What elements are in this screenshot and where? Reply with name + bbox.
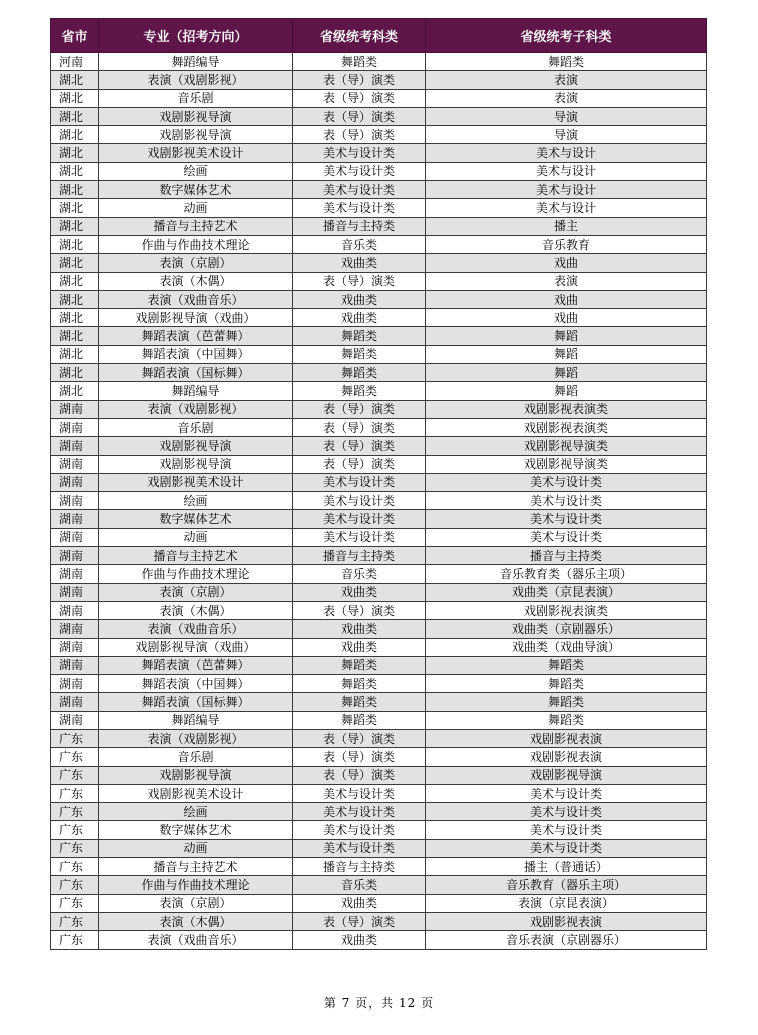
cell-exam-subcategory: 美术与设计类 [426, 492, 707, 510]
cell-province: 湖南 [51, 492, 99, 510]
cell-exam-category: 戏曲类 [293, 309, 426, 327]
cell-exam-subcategory: 舞蹈 [426, 327, 707, 345]
table-row [51, 254, 707, 272]
cell-exam-category: 音乐类 [293, 876, 426, 894]
cell-province: 广东 [51, 784, 99, 802]
cell-major: 作曲与作曲技术理论 [99, 235, 293, 253]
cell-province: 湖南 [51, 711, 99, 729]
cell-province: 湖南 [51, 693, 99, 711]
cell-exam-subcategory: 戏曲类（戏曲导演） [426, 638, 707, 656]
cell-exam-subcategory: 音乐教育类（器乐主项） [426, 565, 707, 583]
cell-major: 动画 [99, 199, 293, 217]
cell-exam-subcategory: 戏剧影视导演类 [426, 455, 707, 473]
cell-province: 湖北 [51, 309, 99, 327]
table-row [51, 620, 707, 638]
cell-major: 动画 [99, 839, 293, 857]
cell-exam-category: 舞蹈类 [293, 382, 426, 400]
cell-major: 绘画 [99, 162, 293, 180]
cell-major: 绘画 [99, 492, 293, 510]
cell-major: 播音与主持艺术 [99, 217, 293, 235]
cell-exam-category: 舞蹈类 [293, 345, 426, 363]
table-row [51, 144, 707, 162]
cell-major: 表演（戏剧影视） [99, 729, 293, 747]
table-row [51, 912, 707, 930]
cell-exam-subcategory: 表演 [426, 71, 707, 89]
cell-exam-category: 戏曲类 [293, 894, 426, 912]
cell-exam-subcategory: 戏曲 [426, 254, 707, 272]
cell-exam-category: 舞蹈类 [293, 656, 426, 674]
table-row [51, 290, 707, 308]
cell-exam-subcategory: 戏曲类（京剧器乐） [426, 620, 707, 638]
table-body [51, 53, 707, 950]
cell-major: 戏剧影视导演 [99, 107, 293, 125]
cell-province: 湖南 [51, 510, 99, 528]
cell-province: 湖南 [51, 547, 99, 565]
cell-province: 湖南 [51, 400, 99, 418]
cell-exam-category: 表（导）演类 [293, 418, 426, 436]
cell-exam-subcategory: 美术与设计类 [426, 473, 707, 491]
cell-major: 数字媒体艺术 [99, 181, 293, 199]
cell-exam-category: 舞蹈类 [293, 364, 426, 382]
table-row [51, 638, 707, 656]
cell-major: 音乐剧 [99, 748, 293, 766]
cell-province: 湖南 [51, 675, 99, 693]
table-row [51, 199, 707, 217]
cell-major: 舞蹈表演（国标舞） [99, 693, 293, 711]
cell-exam-subcategory: 戏剧影视表演 [426, 729, 707, 747]
cell-exam-subcategory: 美术与设计 [426, 199, 707, 217]
cell-exam-subcategory: 美术与设计 [426, 181, 707, 199]
cell-exam-subcategory: 播音与主持类 [426, 547, 707, 565]
cell-province: 广东 [51, 912, 99, 930]
table-row [51, 784, 707, 802]
table-row [51, 839, 707, 857]
cell-province: 湖南 [51, 565, 99, 583]
cell-exam-category: 美术与设计类 [293, 821, 426, 839]
cell-exam-category: 美术与设计类 [293, 784, 426, 802]
cell-exam-subcategory: 舞蹈类 [426, 711, 707, 729]
cell-province: 湖南 [51, 601, 99, 619]
cell-exam-category: 美术与设计类 [293, 510, 426, 528]
table-row [51, 601, 707, 619]
cell-major: 表演（戏曲音乐） [99, 620, 293, 638]
table-row [51, 748, 707, 766]
cell-exam-category: 表（导）演类 [293, 766, 426, 784]
table-row [51, 492, 707, 510]
cell-exam-subcategory: 导演 [426, 107, 707, 125]
cell-province: 湖南 [51, 528, 99, 546]
table-header-row [51, 19, 707, 53]
cell-exam-category: 舞蹈类 [293, 53, 426, 71]
cell-exam-subcategory: 美术与设计类 [426, 784, 707, 802]
cell-province: 湖北 [51, 345, 99, 363]
cell-exam-subcategory: 导演 [426, 126, 707, 144]
table-row [51, 876, 707, 894]
page-number: 第 7 页，共 12 页 [323, 996, 435, 1010]
cell-province: 湖北 [51, 181, 99, 199]
cell-exam-category: 美术与设计类 [293, 839, 426, 857]
table-row [51, 364, 707, 382]
table-row [51, 656, 707, 674]
cell-major: 播音与主持艺术 [99, 547, 293, 565]
cell-exam-subcategory: 播主（普通话） [426, 858, 707, 876]
cell-exam-subcategory: 舞蹈类 [426, 675, 707, 693]
cell-exam-subcategory: 戏曲类（京昆表演） [426, 583, 707, 601]
table-row [51, 107, 707, 125]
cell-major: 动画 [99, 528, 293, 546]
cell-exam-subcategory: 戏剧影视表演 [426, 748, 707, 766]
cell-major: 戏剧影视美术设计 [99, 144, 293, 162]
table-row [51, 675, 707, 693]
cell-major: 戏剧影视美术设计 [99, 784, 293, 802]
cell-exam-subcategory: 美术与设计类 [426, 839, 707, 857]
cell-exam-subcategory: 音乐教育 [426, 235, 707, 253]
cell-exam-subcategory: 戏剧影视表演 [426, 912, 707, 930]
cell-major: 戏剧影视导演 [99, 126, 293, 144]
cell-major: 表演（木偶） [99, 272, 293, 290]
header-exam-subcategory: 省级统考子科类 [426, 19, 707, 53]
cell-exam-subcategory: 播主 [426, 217, 707, 235]
cell-province: 河南 [51, 53, 99, 71]
cell-major: 表演（木偶） [99, 601, 293, 619]
cell-exam-category: 戏曲类 [293, 620, 426, 638]
table-row [51, 345, 707, 363]
cell-province: 湖北 [51, 71, 99, 89]
cell-exam-category: 美术与设计类 [293, 492, 426, 510]
cell-major: 舞蹈表演（芭蕾舞） [99, 327, 293, 345]
cell-major: 戏剧影视美术设计 [99, 473, 293, 491]
table-row [51, 309, 707, 327]
cell-major: 戏剧影视导演 [99, 437, 293, 455]
table-row [51, 473, 707, 491]
cell-major: 作曲与作曲技术理论 [99, 565, 293, 583]
cell-province: 湖北 [51, 162, 99, 180]
cell-exam-category: 播音与主持类 [293, 217, 426, 235]
table-row [51, 510, 707, 528]
table-row [51, 821, 707, 839]
table-row [51, 217, 707, 235]
header-province: 省市 [51, 19, 99, 53]
cell-province: 广东 [51, 876, 99, 894]
cell-major: 音乐剧 [99, 89, 293, 107]
cell-major: 数字媒体艺术 [99, 510, 293, 528]
cell-exam-subcategory: 戏曲 [426, 309, 707, 327]
cell-exam-category: 表（导）演类 [293, 89, 426, 107]
cell-province: 湖北 [51, 89, 99, 107]
cell-exam-category: 表（导）演类 [293, 107, 426, 125]
table-row [51, 126, 707, 144]
cell-province: 湖北 [51, 235, 99, 253]
table-row [51, 565, 707, 583]
cell-exam-category: 播音与主持类 [293, 547, 426, 565]
cell-province: 广东 [51, 803, 99, 821]
cell-exam-subcategory: 表演 [426, 272, 707, 290]
cell-major: 表演（京剧） [99, 894, 293, 912]
cell-exam-category: 音乐类 [293, 235, 426, 253]
cell-exam-category: 美术与设计类 [293, 803, 426, 821]
cell-major: 音乐剧 [99, 418, 293, 436]
table-row [51, 766, 707, 784]
cell-exam-category: 表（导）演类 [293, 400, 426, 418]
cell-exam-category: 表（导）演类 [293, 601, 426, 619]
cell-province: 湖南 [51, 638, 99, 656]
cell-exam-category: 戏曲类 [293, 254, 426, 272]
cell-exam-subcategory: 舞蹈 [426, 364, 707, 382]
cell-province: 湖南 [51, 437, 99, 455]
cell-province: 湖北 [51, 364, 99, 382]
cell-major: 表演（戏曲音乐） [99, 931, 293, 949]
header-major: 专业（招考方向） [99, 19, 293, 53]
table-row [51, 583, 707, 601]
cell-exam-subcategory: 舞蹈类 [426, 693, 707, 711]
cell-exam-subcategory: 舞蹈类 [426, 53, 707, 71]
cell-exam-category: 舞蹈类 [293, 675, 426, 693]
cell-exam-category: 表（导）演类 [293, 272, 426, 290]
cell-province: 湖南 [51, 583, 99, 601]
cell-province: 湖北 [51, 199, 99, 217]
cell-major: 戏剧影视导演（戏曲） [99, 309, 293, 327]
table-row [51, 894, 707, 912]
cell-province: 广东 [51, 858, 99, 876]
cell-exam-category: 戏曲类 [293, 931, 426, 949]
cell-province: 广东 [51, 821, 99, 839]
cell-province: 湖南 [51, 620, 99, 638]
cell-exam-category: 舞蹈类 [293, 711, 426, 729]
cell-exam-subcategory: 表演（京昆表演） [426, 894, 707, 912]
cell-province: 广东 [51, 839, 99, 857]
cell-province: 湖北 [51, 144, 99, 162]
admission-table [50, 18, 707, 950]
cell-exam-category: 表（导）演类 [293, 126, 426, 144]
cell-province: 湖南 [51, 656, 99, 674]
cell-province: 湖北 [51, 107, 99, 125]
cell-exam-subcategory: 戏曲 [426, 290, 707, 308]
cell-exam-subcategory: 美术与设计 [426, 162, 707, 180]
cell-exam-category: 舞蹈类 [293, 693, 426, 711]
cell-exam-subcategory: 表演 [426, 89, 707, 107]
table-row [51, 803, 707, 821]
cell-major: 舞蹈表演（芭蕾舞） [99, 656, 293, 674]
cell-exam-category: 表（导）演类 [293, 748, 426, 766]
cell-province: 湖南 [51, 473, 99, 491]
cell-province: 湖南 [51, 418, 99, 436]
table-row [51, 455, 707, 473]
cell-exam-category: 表（导）演类 [293, 729, 426, 747]
cell-major: 戏剧影视导演 [99, 455, 293, 473]
table-row [51, 729, 707, 747]
cell-major: 播音与主持艺术 [99, 858, 293, 876]
cell-province: 广东 [51, 894, 99, 912]
cell-exam-subcategory: 戏剧影视表演类 [426, 601, 707, 619]
cell-province: 湖北 [51, 327, 99, 345]
cell-major: 表演（戏剧影视） [99, 400, 293, 418]
cell-major: 舞蹈表演（国标舞） [99, 364, 293, 382]
cell-exam-category: 美术与设计类 [293, 144, 426, 162]
cell-exam-subcategory: 音乐表演（京剧器乐） [426, 931, 707, 949]
cell-major: 绘画 [99, 803, 293, 821]
cell-province: 湖北 [51, 272, 99, 290]
table-row [51, 89, 707, 107]
cell-major: 舞蹈编导 [99, 711, 293, 729]
cell-exam-subcategory: 美术与设计类 [426, 510, 707, 528]
table-row [51, 931, 707, 949]
cell-province: 湖北 [51, 290, 99, 308]
cell-exam-subcategory: 戏剧影视导演 [426, 766, 707, 784]
cell-exam-category: 音乐类 [293, 565, 426, 583]
table-row [51, 162, 707, 180]
cell-exam-subcategory: 戏剧影视表演类 [426, 418, 707, 436]
table-row [51, 547, 707, 565]
table-row [51, 235, 707, 253]
cell-exam-subcategory: 美术与设计类 [426, 528, 707, 546]
cell-major: 表演（戏剧影视） [99, 71, 293, 89]
cell-exam-category: 舞蹈类 [293, 327, 426, 345]
table-row [51, 418, 707, 436]
table-row [51, 400, 707, 418]
cell-exam-category: 表（导）演类 [293, 912, 426, 930]
cell-major: 舞蹈编导 [99, 53, 293, 71]
cell-major: 戏剧影视导演 [99, 766, 293, 784]
cell-exam-subcategory: 舞蹈 [426, 345, 707, 363]
cell-province: 广东 [51, 729, 99, 747]
table-row [51, 711, 707, 729]
cell-province: 湖北 [51, 126, 99, 144]
cell-province: 湖北 [51, 254, 99, 272]
table-row [51, 71, 707, 89]
cell-province: 湖北 [51, 382, 99, 400]
cell-exam-category: 美术与设计类 [293, 162, 426, 180]
cell-major: 表演（京剧） [99, 583, 293, 601]
cell-exam-category: 戏曲类 [293, 638, 426, 656]
cell-major: 数字媒体艺术 [99, 821, 293, 839]
cell-exam-category: 美术与设计类 [293, 181, 426, 199]
cell-exam-category: 表（导）演类 [293, 437, 426, 455]
cell-exam-subcategory: 戏剧影视表演类 [426, 400, 707, 418]
cell-exam-category: 美术与设计类 [293, 528, 426, 546]
cell-province: 广东 [51, 748, 99, 766]
table-row [51, 181, 707, 199]
cell-exam-subcategory: 舞蹈类 [426, 656, 707, 674]
cell-major: 表演（戏曲音乐） [99, 290, 293, 308]
cell-exam-subcategory: 美术与设计类 [426, 803, 707, 821]
cell-exam-subcategory: 音乐教育（器乐主项） [426, 876, 707, 894]
cell-province: 广东 [51, 766, 99, 784]
cell-province: 湖北 [51, 217, 99, 235]
cell-exam-category: 表（导）演类 [293, 71, 426, 89]
table-row [51, 327, 707, 345]
cell-major: 戏剧影视导演（戏曲） [99, 638, 293, 656]
cell-exam-subcategory: 美术与设计类 [426, 821, 707, 839]
cell-major: 表演（木偶） [99, 912, 293, 930]
cell-province: 广东 [51, 931, 99, 949]
table-row [51, 437, 707, 455]
cell-province: 湖南 [51, 455, 99, 473]
table-row [51, 858, 707, 876]
cell-exam-category: 表（导）演类 [293, 455, 426, 473]
cell-major: 表演（京剧） [99, 254, 293, 272]
cell-exam-subcategory: 美术与设计 [426, 144, 707, 162]
cell-exam-category: 戏曲类 [293, 583, 426, 601]
cell-exam-subcategory: 舞蹈 [426, 382, 707, 400]
table-row [51, 693, 707, 711]
cell-exam-category: 播音与主持类 [293, 858, 426, 876]
table-row [51, 382, 707, 400]
header-exam-category: 省级统考科类 [293, 19, 426, 53]
table-row [51, 272, 707, 290]
cell-exam-subcategory: 戏剧影视导演类 [426, 437, 707, 455]
cell-exam-category: 美术与设计类 [293, 473, 426, 491]
cell-major: 作曲与作曲技术理论 [99, 876, 293, 894]
table-row [51, 53, 707, 71]
cell-exam-category: 戏曲类 [293, 290, 426, 308]
cell-exam-category: 美术与设计类 [293, 199, 426, 217]
cell-major: 舞蹈表演（中国舞） [99, 675, 293, 693]
cell-major: 舞蹈编导 [99, 382, 293, 400]
table-row [51, 528, 707, 546]
cell-major: 舞蹈表演（中国舞） [99, 345, 293, 363]
